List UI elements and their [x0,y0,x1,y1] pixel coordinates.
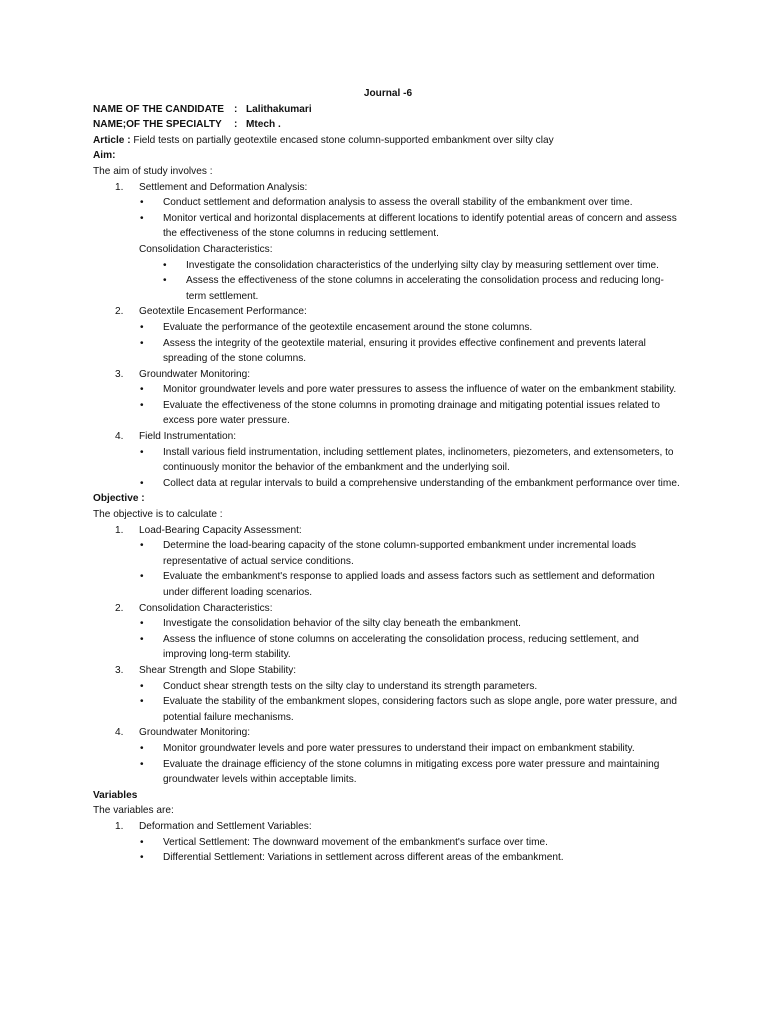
item-number: 4. [115,431,124,443]
item-title: Groundwater Monitoring: [139,368,251,380]
item-number: 1. [115,820,124,832]
bullet-text: Investigate the consolidation characteristics of the underlying silty clay by measuring settlement over time. [186,259,659,271]
bullet-list [93,195,683,242]
bullet-icon: • [140,321,144,333]
bullet-icon: • [163,259,167,271]
candidate-name: Lalithakumari [246,103,312,115]
item-title: Load-Bearing Capacity Assessment: [139,524,302,536]
bullet-icon: • [140,618,144,630]
bullet-icon: • [140,742,144,754]
bullet-item [93,211,683,242]
bullet-text: Evaluate the performance of the geotextile encasement around the stone columns. [163,321,533,333]
bullet-list [93,835,683,866]
item-number: 1. [115,181,124,193]
item-number: 3. [115,368,124,380]
aim-list [93,367,683,383]
item-title: Settlement and Deformation Analysis: [139,181,308,193]
item-number: 1. [115,524,124,536]
document-page [93,86,683,866]
bullet-text: Investigate the consolidation behavior of the silty clay beneath the embankment. [163,618,521,630]
bullet-icon: • [140,477,144,489]
bullet-list [93,679,683,726]
objective-item [93,725,683,741]
bullet-icon: • [140,446,144,458]
bullet-item [93,445,683,476]
objective-intro: The objective is to calculate : [93,509,223,521]
bullet-icon: • [140,633,144,645]
bullet-item [93,694,683,725]
bullet-item [93,835,683,851]
bullet-item [93,850,683,866]
aim-heading: Aim: [93,150,116,162]
bullet-icon: • [163,275,167,287]
bullet-item [93,273,683,304]
journal-title: Journal -6 [363,88,413,99]
bullet-item [93,632,683,663]
candidate-row [93,102,683,118]
bullet-item [93,569,683,600]
bullet-text: Monitor groundwater levels and pore water pressures to understand their impact on embankment stability. [163,742,635,754]
bullet-icon: • [140,696,144,708]
variables-intro: The variables are: [93,805,174,817]
article-label: Article : [93,134,131,146]
objective-list [93,523,683,539]
bullet-text: Monitor vertical and horizontal displacements at different locations to identify potential areas of concern and assess the effectiveness of the stone columns in reducing settlement. [163,212,677,240]
variables-list [93,819,683,835]
bullet-icon: • [140,197,144,209]
objective-list [93,663,683,679]
item-title: Field Instrumentation: [139,431,237,443]
objective-item [93,663,683,679]
bullet-icon: • [140,337,144,349]
bullet-item [93,616,683,632]
bullet-item [93,476,683,492]
bullet-item [93,757,683,788]
bullet-list [93,320,683,367]
item-title: Groundwater Monitoring: [139,727,251,739]
aim-item [93,367,683,383]
specialty-label: NAME;OF THE SPECIALTY [93,119,222,131]
bullet-text: Assess the integrity of the geotextile material, ensuring it provides effective confinement and prevents lateral spreading of the stone columns. [163,337,646,365]
bullet-icon: • [140,758,144,770]
item-title: Geotextile Encasement Performance: [139,306,307,318]
bullet-item [93,398,683,429]
candidate-separator: : [234,103,238,115]
bullet-icon: • [140,680,144,692]
item-number: 2. [115,306,124,318]
specialty-separator: : [234,119,238,131]
bullet-item [93,679,683,695]
item-title: Deformation and Settlement Variables: [139,820,312,832]
item-number: 3. [115,664,124,676]
bullet-item [93,320,683,336]
bullet-text: Evaluate the effectiveness of the stone columns in promoting drainage and mitigating potential issues related to excess pore water pressure. [163,399,660,427]
bullet-text: Evaluate the embankment's response to applied loads and assess factors such as settlement and deformation under different loading scenarios. [163,571,655,598]
bullet-text: Assess the influence of stone columns on accelerating the consolidation process, reducing settlement, and improving long-term stability. [163,633,639,661]
bullet-text: Determine the load-bearing capacity of the stone column-supported embankment under incremental loads representative of actual service conditions. [163,540,636,567]
objective-list [93,601,683,617]
variables-item [93,819,683,835]
aim-item [93,429,683,445]
bullet-item [93,336,683,367]
aim-list [93,180,683,196]
bullet-item [93,258,683,274]
bullet-icon: • [140,836,144,848]
bullet-text: Assess the effectiveness of the stone columns in accelerating the consolidation process and reducing long-term settlement. [186,275,664,302]
bullet-icon: • [140,540,144,552]
bullet-text: Collect data at regular intervals to build a comprehensive understanding of the embankment performance over time. [163,477,680,489]
subheading-consolidation: Consolidation Characteristics: [139,243,273,255]
article-line [93,133,683,149]
objective-heading: Objective : [93,493,145,505]
bullet-icon: • [140,384,144,396]
bullet-list [93,538,683,600]
bullet-text: Evaluate the stability of the embankment slopes, considering factors such as slope angle, pore water pressure, and potential failure mechanisms. [163,696,677,723]
bullet-text: Evaluate the drainage efficiency of the stone columns in mitigating excess pore water pressure and maintaining groundwater levels within acceptable limits. [163,758,660,786]
aim-list [93,429,683,445]
bullet-item [93,382,683,398]
variables-heading: Variables [93,789,138,801]
aim-item [93,304,683,320]
bullet-list [93,616,683,663]
bullet-text: Vertical Settlement: The downward movement of the embankment's surface over time. [163,836,548,848]
bullet-icon: • [140,399,144,411]
bullet-item [93,195,683,211]
bullet-list [93,741,683,788]
item-number: 4. [115,727,124,739]
bullet-icon: • [140,212,144,224]
bullet-text: Install various field instrumentation, including settlement plates, inclinometers, piezometers, and extensometers, to continuously monitor the behavior of the embankment and the underlying soil. [163,446,674,474]
aim-item [93,180,683,196]
bullet-text: Conduct settlement and deformation analysis to assess the overall stability of the embankment over time. [163,197,633,209]
objective-item [93,601,683,617]
sub-bullet-list [93,258,683,305]
bullet-list [93,382,683,429]
objective-item [93,523,683,539]
item-number: 2. [115,602,124,614]
bullet-icon: • [140,571,144,583]
bullet-item [93,741,683,757]
bullet-icon: • [140,852,144,864]
article-text: Field tests on partially geotextile encased stone column-supported embankment over silty clay [130,134,554,146]
bullet-text: Conduct shear strength tests on the silty clay to understand its strength parameters. [163,680,538,692]
aim-list [93,304,683,320]
aim-intro: The aim of study involves : [93,165,213,177]
candidate-label: NAME OF THE CANDIDATE [93,103,225,115]
objective-list [93,725,683,741]
bullet-text: Monitor groundwater levels and pore water pressures to assess the influence of water on the embankment stability. [163,384,677,396]
specialty-value: Mtech . [246,119,281,131]
bullet-list [93,445,683,492]
item-title: Shear Strength and Slope Stability: [139,664,297,676]
specialty-row [93,117,683,133]
bullet-item [93,538,683,569]
item-title: Consolidation Characteristics: [139,602,273,614]
bullet-text: Differential Settlement: Variations in settlement across different areas of the embankment. [163,852,564,864]
